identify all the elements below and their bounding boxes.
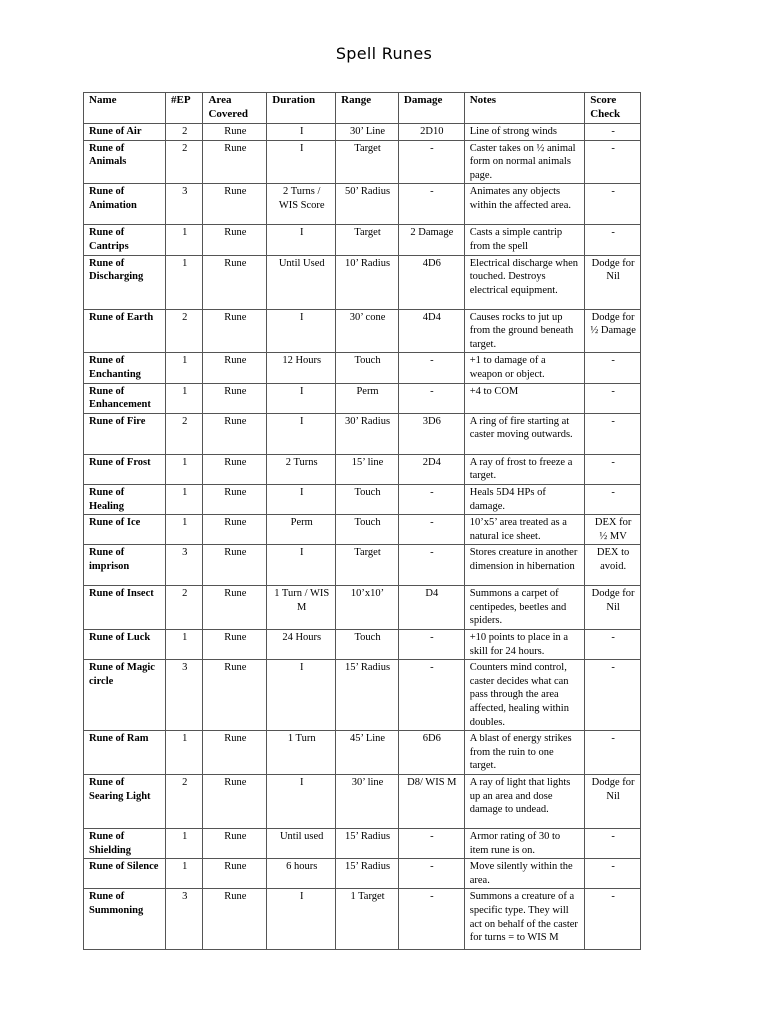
cell-damage: - [398, 184, 464, 225]
cell-duration: I [267, 124, 336, 141]
cell-notes: Counters mind control, caster decides what can pass through the area affected, healing within doubles. [464, 660, 585, 731]
cell-area: Rune [203, 515, 267, 545]
cell-damage: 3D6 [398, 413, 464, 454]
cell-name: Rune of Enhancement [84, 383, 166, 413]
header-notes: Notes [464, 93, 585, 124]
cell-score-check: Dodge for ½ Damage [585, 309, 641, 353]
cell-duration: I [267, 413, 336, 454]
cell-name: Rune of Animals [84, 140, 166, 184]
cell-range: 15’ line [336, 454, 399, 484]
table-row [84, 383, 641, 413]
cell-range: 15’ Radius [336, 859, 399, 889]
cell-damage: - [398, 859, 464, 889]
cell-damage: - [398, 484, 464, 514]
cell-score-check: DEX to avoid. [585, 545, 641, 586]
cell-score-check: - [585, 454, 641, 484]
cell-score-check: - [585, 660, 641, 731]
cell-area: Rune [203, 630, 267, 660]
cell-area: Rune [203, 309, 267, 353]
spell-runes-table [83, 92, 641, 950]
cell-notes: Move silently within the area. [464, 859, 585, 889]
cell-name: Rune of Enchanting [84, 353, 166, 383]
cell-name: Rune of Silence [84, 859, 166, 889]
cell-duration: I [267, 775, 336, 829]
cell-range: 30’ line [336, 775, 399, 829]
cell-score-check: - [585, 353, 641, 383]
cell-name: Rune of Animation [84, 184, 166, 225]
cell-range: Target [336, 545, 399, 586]
table-row [84, 484, 641, 514]
cell-ep: 1 [166, 353, 203, 383]
table-row [84, 140, 641, 184]
cell-ep: 1 [166, 731, 203, 775]
cell-damage: 2D10 [398, 124, 464, 141]
cell-score-check: - [585, 140, 641, 184]
cell-damage: - [398, 630, 464, 660]
table-row [84, 889, 641, 950]
cell-damage: - [398, 889, 464, 950]
cell-notes: A blast of energy strikes from the ruin to one target. [464, 731, 585, 775]
cell-area: Rune [203, 660, 267, 731]
cell-score-check: - [585, 859, 641, 889]
cell-name: Rune of Luck [84, 630, 166, 660]
cell-duration: I [267, 484, 336, 514]
cell-area: Rune [203, 889, 267, 950]
table-row [84, 309, 641, 353]
cell-range: Target [336, 140, 399, 184]
cell-name: Rune of Magic circle [84, 660, 166, 731]
cell-area: Rune [203, 124, 267, 141]
cell-damage: - [398, 660, 464, 731]
cell-duration: I [267, 660, 336, 731]
cell-duration: Perm [267, 515, 336, 545]
cell-damage: D4 [398, 586, 464, 630]
cell-damage: - [398, 515, 464, 545]
cell-range: 15’ Radius [336, 660, 399, 731]
cell-score-check: - [585, 124, 641, 141]
table-row [84, 545, 641, 586]
cell-range: Touch [336, 484, 399, 514]
cell-name: Rune of Summoning [84, 889, 166, 950]
table-header-row [84, 93, 641, 124]
cell-ep: 2 [166, 586, 203, 630]
table-row [84, 413, 641, 454]
cell-name: Rune of Ice [84, 515, 166, 545]
cell-duration: I [267, 309, 336, 353]
cell-area: Rune [203, 829, 267, 859]
cell-name: Rune of Healing [84, 484, 166, 514]
cell-range: Perm [336, 383, 399, 413]
cell-area: Rune [203, 383, 267, 413]
cell-notes: Caster takes on ½ animal form on normal animals page. [464, 140, 585, 184]
cell-score-check: - [585, 484, 641, 514]
cell-ep: 1 [166, 383, 203, 413]
cell-duration: I [267, 383, 336, 413]
header-range: Range [336, 93, 399, 124]
cell-ep: 1 [166, 515, 203, 545]
header-damage: Damage [398, 93, 464, 124]
cell-name: Rune of Air [84, 124, 166, 141]
cell-range: Touch [336, 353, 399, 383]
cell-score-check: Dodge for Nil [585, 775, 641, 829]
cell-area: Rune [203, 353, 267, 383]
cell-range: Touch [336, 515, 399, 545]
cell-range: 30’ Line [336, 124, 399, 141]
cell-notes: +1 to damage of a weapon or object. [464, 353, 585, 383]
cell-damage: D8/ WIS M [398, 775, 464, 829]
cell-name: Rune of Shielding [84, 829, 166, 859]
cell-area: Rune [203, 184, 267, 225]
cell-notes: Stores creature in another dimension in hibernation [464, 545, 585, 586]
table-row [84, 731, 641, 775]
cell-damage: - [398, 545, 464, 586]
table-row [84, 454, 641, 484]
cell-damage: 2D4 [398, 454, 464, 484]
cell-score-check: Dodge for Nil [585, 586, 641, 630]
cell-name: Rune of Earth [84, 309, 166, 353]
table-row [84, 586, 641, 630]
cell-score-check: - [585, 225, 641, 255]
cell-name: Rune of Discharging [84, 255, 166, 309]
table-row [84, 124, 641, 141]
header-area: Area Covered [203, 93, 267, 124]
cell-damage: - [398, 383, 464, 413]
cell-duration: 1 Turn [267, 731, 336, 775]
cell-damage: 2 Damage [398, 225, 464, 255]
cell-name: Rune of Ram [84, 731, 166, 775]
cell-duration: I [267, 889, 336, 950]
cell-score-check: - [585, 383, 641, 413]
cell-range: 15’ Radius [336, 829, 399, 859]
table-row [84, 775, 641, 829]
cell-duration: Until used [267, 829, 336, 859]
cell-ep: 2 [166, 413, 203, 454]
cell-name: Rune of Cantrips [84, 225, 166, 255]
cell-area: Rune [203, 775, 267, 829]
cell-area: Rune [203, 731, 267, 775]
cell-notes: Electrical discharge when touched. Destroys electrical equipment. [464, 255, 585, 309]
cell-damage: 6D6 [398, 731, 464, 775]
cell-score-check: - [585, 889, 641, 950]
cell-score-check: - [585, 731, 641, 775]
cell-duration: Until Used [267, 255, 336, 309]
cell-name: Rune of Searing Light [84, 775, 166, 829]
cell-ep: 3 [166, 184, 203, 225]
cell-ep: 1 [166, 225, 203, 255]
cell-duration: 1 Turn / WIS M [267, 586, 336, 630]
table-row [84, 225, 641, 255]
cell-ep: 1 [166, 630, 203, 660]
cell-ep: 1 [166, 255, 203, 309]
table-row [84, 255, 641, 309]
cell-duration: 2 Turns [267, 454, 336, 484]
cell-ep: 1 [166, 829, 203, 859]
cell-range: 30’ Radius [336, 413, 399, 454]
cell-range: 10’x10’ [336, 586, 399, 630]
cell-damage: - [398, 353, 464, 383]
cell-notes: +10 points to place in a skill for 24 hours. [464, 630, 585, 660]
cell-range: 30’ cone [336, 309, 399, 353]
cell-score-check: - [585, 829, 641, 859]
cell-ep: 1 [166, 454, 203, 484]
cell-duration: 6 hours [267, 859, 336, 889]
cell-area: Rune [203, 140, 267, 184]
cell-notes: A ray of frost to freeze a target. [464, 454, 585, 484]
cell-notes: 10’x5’ area treated as a natural ice sheet. [464, 515, 585, 545]
cell-notes: Casts a simple cantrip from the spell [464, 225, 585, 255]
cell-notes: Summons a creature of a specific type. They will act on behalf of the caster for turns = to WIS M [464, 889, 585, 950]
cell-ep: 1 [166, 859, 203, 889]
cell-ep: 3 [166, 545, 203, 586]
cell-duration: I [267, 140, 336, 184]
cell-notes: Armor rating of 30 to item rune is on. [464, 829, 585, 859]
cell-duration: 24 Hours [267, 630, 336, 660]
table-row [84, 859, 641, 889]
cell-name: Rune of Frost [84, 454, 166, 484]
cell-name: Rune of imprison [84, 545, 166, 586]
cell-score-check: - [585, 630, 641, 660]
cell-notes: Line of strong winds [464, 124, 585, 141]
cell-duration: 2 Turns / WIS Score [267, 184, 336, 225]
cell-range: 1 Target [336, 889, 399, 950]
cell-range: 45’ Line [336, 731, 399, 775]
table-row [84, 829, 641, 859]
cell-range: 50’ Radius [336, 184, 399, 225]
header-ep: #EP [166, 93, 203, 124]
cell-name: Rune of Insect [84, 586, 166, 630]
cell-notes: Summons a carpet of centipedes, beetles and spiders. [464, 586, 585, 630]
table-row [84, 184, 641, 225]
cell-damage: 4D4 [398, 309, 464, 353]
cell-area: Rune [203, 859, 267, 889]
cell-score-check: Dodge for Nil [585, 255, 641, 309]
cell-score-check: DEX for ½ MV [585, 515, 641, 545]
cell-notes: A ray of light that lights up an area and dose damage to undead. [464, 775, 585, 829]
cell-notes: Heals 5D4 HPs of damage. [464, 484, 585, 514]
cell-name: Rune of Fire [84, 413, 166, 454]
cell-area: Rune [203, 484, 267, 514]
cell-range: Touch [336, 630, 399, 660]
cell-ep: 1 [166, 484, 203, 514]
table-row [84, 353, 641, 383]
table-row [84, 515, 641, 545]
cell-notes: A ring of fire starting at caster moving outwards. [464, 413, 585, 454]
cell-damage: 4D6 [398, 255, 464, 309]
cell-area: Rune [203, 454, 267, 484]
cell-area: Rune [203, 225, 267, 255]
cell-ep: 2 [166, 124, 203, 141]
cell-ep: 2 [166, 309, 203, 353]
cell-duration: I [267, 225, 336, 255]
cell-ep: 2 [166, 775, 203, 829]
cell-ep: 3 [166, 660, 203, 731]
cell-range: Target [336, 225, 399, 255]
header-duration: Duration [267, 93, 336, 124]
cell-score-check: - [585, 184, 641, 225]
cell-damage: - [398, 829, 464, 859]
cell-area: Rune [203, 586, 267, 630]
table-body [84, 124, 641, 950]
header-score-check: Score Check [585, 93, 641, 124]
cell-area: Rune [203, 545, 267, 586]
cell-range: 10’ Radius [336, 255, 399, 309]
table-row [84, 630, 641, 660]
header-name: Name [84, 93, 166, 124]
cell-area: Rune [203, 255, 267, 309]
cell-damage: - [398, 140, 464, 184]
cell-duration: 12 Hours [267, 353, 336, 383]
cell-ep: 2 [166, 140, 203, 184]
table-row [84, 660, 641, 731]
page-title: Spell Runes [335, 44, 433, 63]
cell-area: Rune [203, 413, 267, 454]
cell-notes: Causes rocks to jut up from the ground beneath target. [464, 309, 585, 353]
cell-ep: 3 [166, 889, 203, 950]
cell-notes: Animates any objects within the affected area. [464, 184, 585, 225]
cell-notes: +4 to COM [464, 383, 585, 413]
cell-score-check: - [585, 413, 641, 454]
cell-duration: I [267, 545, 336, 586]
